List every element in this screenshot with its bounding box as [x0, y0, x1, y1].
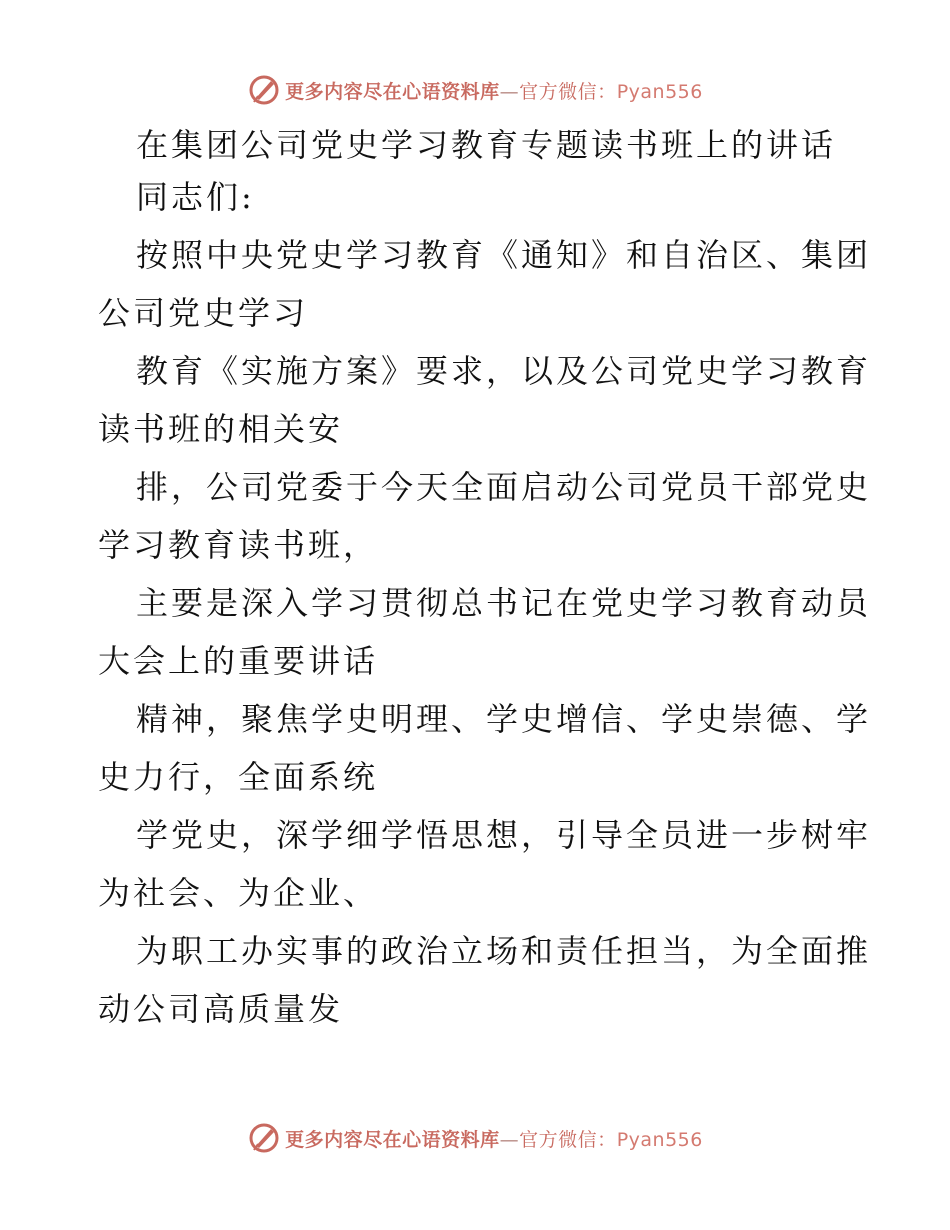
footer-banner: [0, 1118, 950, 1158]
header-banner: [0, 70, 950, 110]
paragraph-line: 为职工办实事的政治立场和责任担当，为全面推: [136, 932, 872, 970]
document-title: 在集团公司党史学习教育专题读书班上的讲话: [136, 126, 837, 164]
paragraph-line: 主要是深入学习贯彻总书记在党史学习教育动员: [136, 584, 872, 622]
paragraph-line: 公司党史学习: [98, 294, 309, 332]
paragraph-line: 学习教育读书班，: [98, 526, 379, 564]
banner-text: [285, 77, 703, 104]
paragraph: [98, 698, 872, 799]
paragraph-line: 大会上的重要讲话: [98, 642, 379, 680]
banner-text: [285, 1125, 703, 1152]
paragraph: [98, 466, 872, 567]
paragraph: [98, 234, 872, 335]
paragraph: [98, 814, 872, 915]
banner-main: 更多内容尽在心语资料库: [285, 1128, 500, 1151]
quill-pen-logo-icon: [247, 73, 281, 107]
paragraph-line: 按照中央党史学习教育《通知》和自治区、集团: [136, 236, 872, 274]
quill-pen-logo-icon: [247, 1121, 281, 1155]
paragraph: [98, 350, 872, 451]
document-body: [98, 124, 872, 1031]
paragraph-line: 读书班的相关安: [98, 410, 344, 448]
banner-wechat-id: Pyan556: [616, 1128, 703, 1151]
paragraph-line: 教育《实施方案》要求，以及公司党史学习教育: [136, 352, 872, 390]
banner-wechat-label: 官方微信：: [519, 80, 617, 103]
banner-main: 更多内容尽在心语资料库: [285, 80, 500, 103]
salutation: 同志们:: [136, 178, 255, 216]
paragraph: [98, 930, 872, 1031]
paragraph-line: 动公司高质量发: [98, 990, 344, 1028]
banner-wechat-label: 官方微信：: [519, 1128, 617, 1151]
paragraph-line: 史力行，全面系统: [98, 758, 379, 796]
paragraph-line: 排，公司党委于今天全面启动公司党员干部党史: [136, 468, 872, 506]
paragraph-line: 为社会、为企业、: [98, 874, 379, 912]
banner-separator: —: [499, 1128, 520, 1151]
banner-wechat-id: Pyan556: [616, 80, 703, 103]
paragraph-line: 精神，聚焦学史明理、学史增信、学史崇德、学: [136, 700, 872, 738]
paragraph: [98, 582, 872, 683]
banner-separator: —: [499, 80, 520, 103]
paragraph-line: 学党史，深学细学悟思想，引导全员进一步树牢: [136, 816, 872, 854]
